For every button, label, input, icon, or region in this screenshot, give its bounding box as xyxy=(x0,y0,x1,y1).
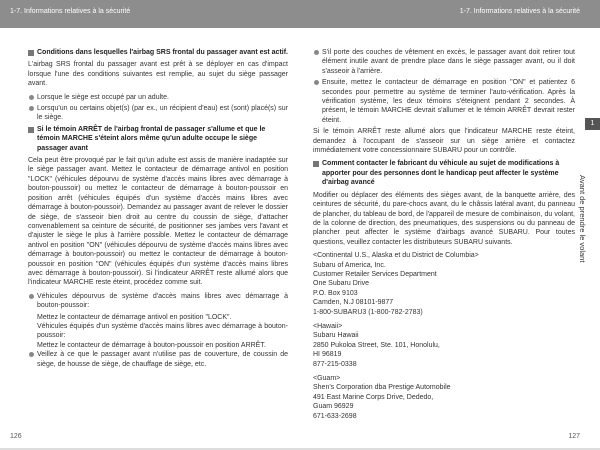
sub-item: Véhicules équipés d'un système d'accès mains libres avec démarrage à bouton-poussoir: xyxy=(37,322,288,340)
address-line: <Continental U.S., Alaska et du District de Columbia> xyxy=(313,252,479,260)
header-title-left: 1-7. Informations relatives à la sécurité xyxy=(10,8,131,15)
address-line: P.O. Box 9103 xyxy=(313,289,358,297)
bullet-item: Veillez à ce que le passager avant n'utilise pas de couverture, de coussin de siège, de housse de siège, de chauffage de siège, etc. xyxy=(28,350,288,369)
paragraph: Modifier ou déplacer des éléments des sièges avant, de la banquette arrière, des ceintures de sécurité, du pare-chocs avant, du le châssis latéral avant, du panneau de plancher, du tableau de bord, de l'appareil de mesure de combinaison, du volant, de la colonne de direction, des pneumatiques, des suspensions ou du panneau de plancher peut affecter le système d'airbags avancé SUBARU. Pour toutes questions, veuillez contacter les distributeurs SUBARU suivants. xyxy=(313,191,575,246)
bullet-item: S'il porte des couches de vêtement en excès, le passager avant doit retirer tout élément inutile avant de prendre place dans le siège passager avant, ou il doit s'asseoir à l'arrière. xyxy=(313,48,575,76)
chapter-side-label: Avant de prendre le volant xyxy=(578,175,587,263)
bullet-item: Lorsqu'un ou certains objet(s) (par ex., un récipient d'eau) est (sont) placé(s) sur le siège. xyxy=(28,104,288,123)
address-line: 877-215-0338 xyxy=(313,360,357,368)
header-title-right: 1-7. Informations relatives à la sécurité xyxy=(459,8,580,15)
paragraph: Cela peut être provoqué par le fait qu'un adulte est assis de manière inadaptée sur le siège passager avant. Mettez le contacteur de démarrage antivol en position "LOCK" (véhicules dépourvu de système d'accès mains libres avec démarrage à bouton-poussoir) ou mettez le contacteur de démarrage à bouton-poussoir en position arrêt (véhicules équipés d'un système d'accès mains libres avec démarrage à bouton-poussoir). Demandez au passager avant de relever le dossier de siège, de s'asseoir bien droit au centre du coussin de siège, d'attacher convenablement sa ceinture de sécurité, de positionner ses jambes vers l'avant et d'ajuster le siège le plus à l'arrière possible. Mettez le contacteur de démarrage antivol en position "ON" (véhicules dépourvu de système d'accès mains libres avec démarrage à bouton-poussoir) ou mettez le contacteur de démarrage à bouton-poussoir en position "ON" (véhicules équipés d'un système d'accès mains libres avec démarrage à bouton-poussoir). Si l'indicateur ARRÊT reste allumé alors que l'indicateur MARCHE reste éteint, procédez comme suit. xyxy=(28,157,288,287)
address-line: <Guam> xyxy=(313,375,341,382)
section-heading-off-indicator: Si le témoin ARRÊT de l'airbag frontal de passager s'allume et que le témoin MARCHE s'éteint alors même qu'un adulte occupe le siège passager avant xyxy=(28,125,288,153)
address-continental xyxy=(313,251,575,317)
address-line: 491 East Marine Corps Drive, Dededo, xyxy=(313,393,434,401)
address-guam xyxy=(313,374,575,421)
sub-item: Mettez le contacteur de démarrage à bouton-poussoir en position ARRÊT. xyxy=(37,341,266,349)
paragraph: Si le témoin ARRÊT reste allumé alors que l'indicateur MARCHE reste éteint, demandez à l'occupant de s'asseoir sur un siège arrière et contactez immédiatement votre concessionnaire SUBARU pour un contrôle. xyxy=(313,128,575,155)
chapter-tab: 1 xyxy=(585,118,600,130)
paragraph: L'airbag SRS frontal du passager avant est prêt à se déployer en cas d'impact lorsque l'une des conditions suivantes est remplie, au sujet du siège passager avant. xyxy=(28,61,288,88)
address-line: One Subaru Drive xyxy=(313,280,370,288)
address-line: 1-800-SUBARU3 (1-800-782-2783) xyxy=(313,308,423,316)
bullet-item: Ensuite, mettez le contacteur de démarrage en position "ON" et patientez 6 secondes pour permettre au système de terminer l'auto-vérification. Après la vérification système, les deux témoins s'éteignent pendant 2 secondes. À présent, le témoin MARCHE devrait s'allumer et le témoin ARRÊT devrait rester éteint. xyxy=(313,78,575,125)
section-heading-airbag-active: Conditions dans lesquelles l'airbag SRS frontal du passager avant est actif. xyxy=(28,48,288,57)
page-number-left: 126 xyxy=(10,433,22,440)
bullet-item: Véhicules dépourvus de système d'accès mains libres avec démarrage à bouton-poussoir: xyxy=(28,292,288,311)
address-line: <Hawaii> xyxy=(313,322,343,330)
address-line: Guam 96929 xyxy=(313,403,354,411)
address-line: Shen's Corporation dba Prestige Automobile xyxy=(313,384,451,392)
left-column xyxy=(28,48,288,371)
bullet-item: Lorsque le siège est occupé par un adulte. xyxy=(28,93,288,102)
address-hawaii xyxy=(313,322,575,369)
page-number-right: 127 xyxy=(568,433,580,440)
address-line: Subaru of America, Inc. xyxy=(313,261,386,269)
address-line: Customer Retailer Services Department xyxy=(313,270,437,278)
address-line: HI 96819 xyxy=(313,351,342,359)
address-line: 671-633-2698 xyxy=(313,412,357,420)
right-column xyxy=(313,48,575,426)
address-line: Camden, N.J 08101-9877 xyxy=(313,299,394,307)
page-header xyxy=(0,0,600,28)
address-line: Subaru Hawaii xyxy=(313,332,359,340)
address-line: 2850 Pukoloa Street, Ste. 101, Honolulu, xyxy=(313,341,440,349)
sub-item: Mettez le contacteur de démarrage antivol en position "LOCK". xyxy=(37,313,232,321)
section-heading-contact: Comment contacter le fabricant du véhicule au sujet de modifications à apporter pour des personnes dont le handicap peut affecter le système d'airbag avancé xyxy=(313,159,575,187)
